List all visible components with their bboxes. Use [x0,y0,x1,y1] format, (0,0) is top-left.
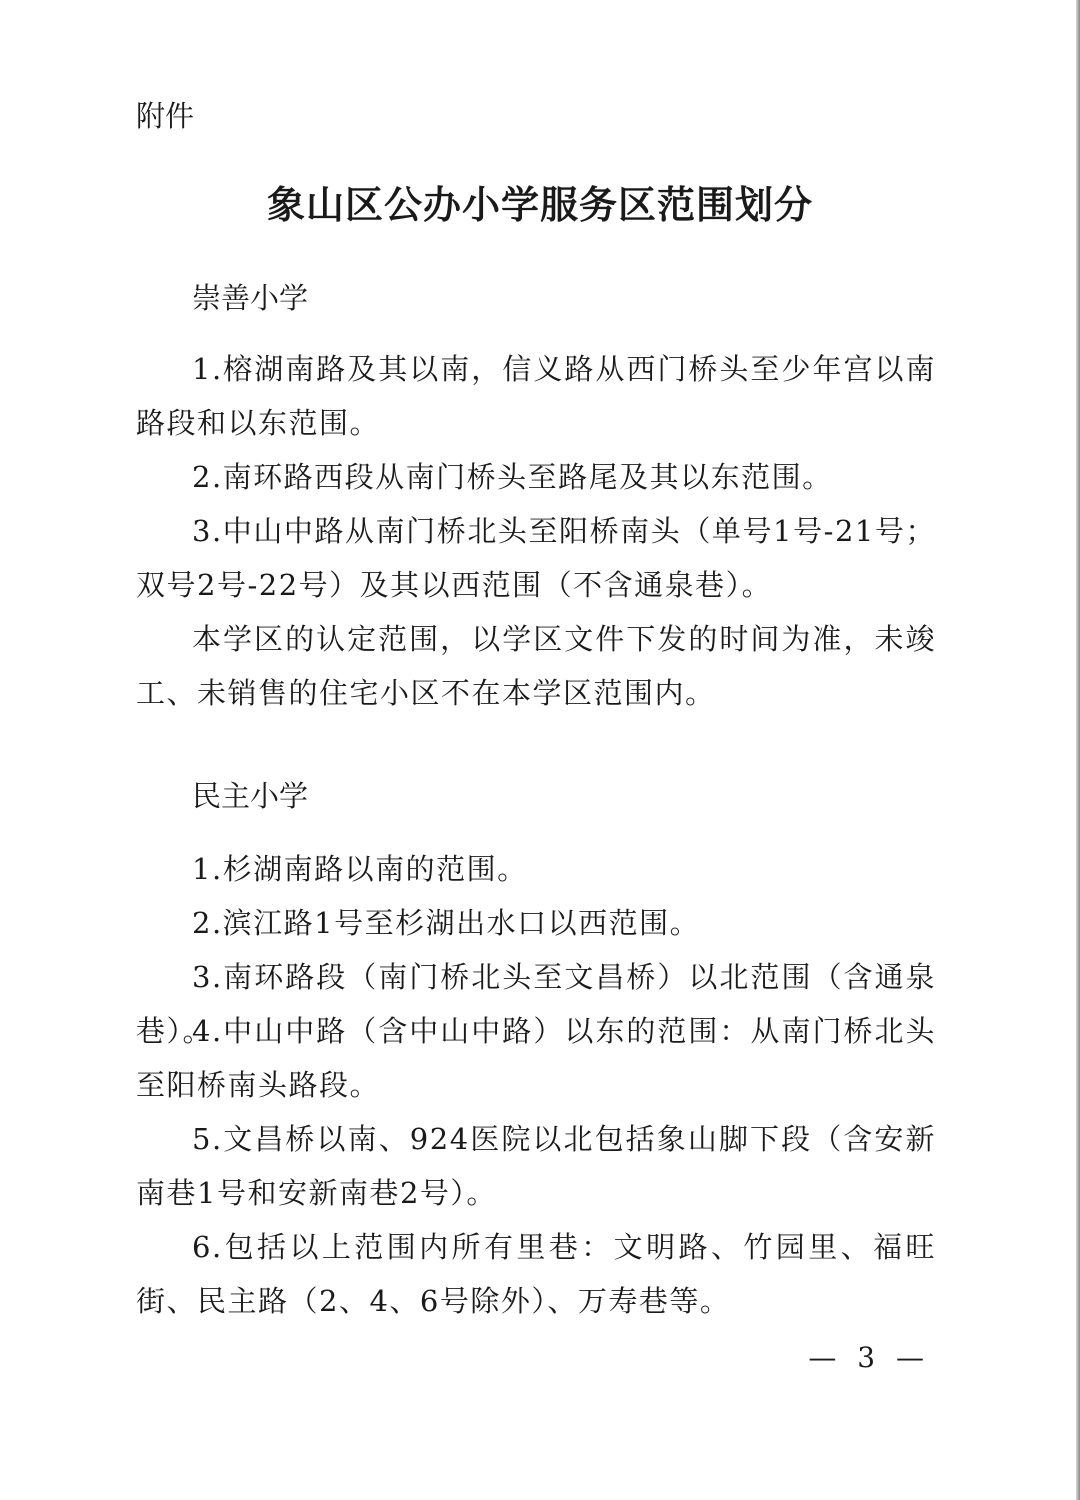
paragraph: 1.榕湖南路及其以南，信义路从西门桥头至少年宫以南路段和以东范围。 [136,352,936,440]
section-heading-minzhu: 民主小学 [192,779,309,813]
section-heading-chongshan: 崇善小学 [192,281,309,315]
paragraph: 本学区的认定范围，以学区文件下发的时间为准，未竣工、未销售的住宅小区不在本学区范围内。 [136,622,936,710]
paragraph: 4.中山中路（含中山中路）以东的范围：从南门桥北头至阳桥南头路段。 [136,1014,936,1102]
paragraph: 2.滨江路1号至杉湖出水口以西范围。 [192,906,701,940]
attachment-label: 附件 [136,99,195,133]
paragraph: 2.南环路西段从南门桥头至路尾及其以东范围。 [192,460,833,494]
paragraph: 1.杉湖南路以南的范围。 [192,852,528,886]
paragraph: 5.文昌桥以南、924医院以北包括象山脚下段（含安新南巷1号和安新南巷2号）。 [136,1122,936,1210]
paragraph: 6.包括以上范围内所有里巷：文明路、竹园里、福旺街、民主路（2、4、6号除外）、万寿巷等。 [136,1230,936,1318]
paragraph: 3.南环路段（南门桥北头至文昌桥）以北范围（含通泉巷）。 [136,960,936,1048]
paragraph: 3.中山中路从南门桥北头至阳桥南头（单号1号-21号；双号2号-22号）及其以西范围（不含通泉巷）。 [136,514,936,602]
document-title: 象山区公办小学服务区范围划分 [266,182,813,227]
page-number: — 3 — [808,1341,930,1374]
